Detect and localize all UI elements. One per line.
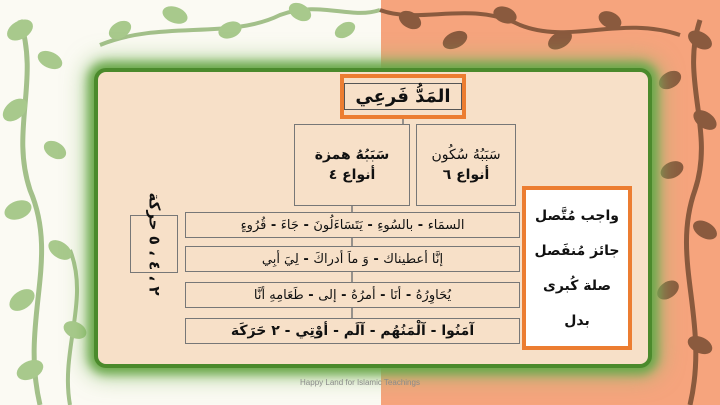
madd-type-badal: بدل <box>564 312 590 329</box>
example-word: يَتَسَاءَلُونَ <box>313 217 363 233</box>
example-word: إلى <box>318 287 337 303</box>
example-word: إنَّا أعطيناك <box>383 251 444 267</box>
sukun-cause-box <box>416 124 516 206</box>
title-box <box>340 74 466 119</box>
example-row-jaiz <box>185 246 520 272</box>
separator: - <box>364 323 381 339</box>
diagram-title: المَدُّ فَرعِي <box>344 83 461 110</box>
separator: - <box>328 323 344 339</box>
separator: - <box>425 323 442 339</box>
separator: - <box>266 217 281 233</box>
hamza-cause-label: سَبَبُهُ همزة <box>314 147 390 163</box>
example-row-sila <box>185 282 520 308</box>
hamza-cause-box <box>294 124 410 206</box>
harakat-count-box <box>130 192 178 296</box>
separator: - <box>336 287 352 303</box>
example-word: وَ ماَ أدراكَ <box>313 251 369 267</box>
example-word: أوْتِي <box>295 323 329 339</box>
separator: - <box>413 217 428 233</box>
separator: - <box>303 287 319 303</box>
footer-credit: Happy Land for Islamic Teachings <box>300 378 420 387</box>
example-word: لِيَ أبِي <box>261 251 299 267</box>
hamza-types-count: أنواع ٤ <box>328 167 376 183</box>
example-word: طَعَامِهِ أنَّا <box>253 287 304 303</box>
example-word: السمَاء <box>427 217 465 233</box>
example-word: ٢ حَرَكَة <box>230 323 280 339</box>
madd-types-box <box>522 186 632 350</box>
example-word: قُرُوءٍ <box>240 217 267 233</box>
example-word: أنَا <box>390 287 402 303</box>
separator: - <box>401 287 416 303</box>
example-word: جَاءَ <box>280 217 299 233</box>
example-word: آمَنُوا <box>441 323 475 339</box>
example-row-badal <box>185 318 520 344</box>
example-row-wajib <box>185 212 520 238</box>
separator: - <box>368 251 384 267</box>
example-word: بالسُوءِ <box>377 217 414 233</box>
madd-type-jaiz: جائز مُنفَصل <box>534 242 620 259</box>
separator: - <box>362 217 378 233</box>
example-word: آلَم <box>343 323 365 339</box>
separator: - <box>375 287 391 303</box>
separator: - <box>298 251 314 267</box>
example-word: آلْمَنُهُم <box>380 323 426 339</box>
separator: - <box>279 323 296 339</box>
sukun-types-count: أنواع ٦ <box>442 167 490 183</box>
sukun-cause-label: سَبَبُهُ سُكُون <box>431 147 501 163</box>
harakat-count-label: ٢ ، ٤ ، ٥ حركة <box>145 192 163 296</box>
madd-type-wajib: واجب مُتَّصل <box>535 207 619 224</box>
madd-type-sila: صلة كُبرى <box>543 277 612 294</box>
example-word: يُحَاوِرُهُ <box>415 287 452 303</box>
separator: - <box>298 217 314 233</box>
example-word: أمرُهُ <box>351 287 376 303</box>
